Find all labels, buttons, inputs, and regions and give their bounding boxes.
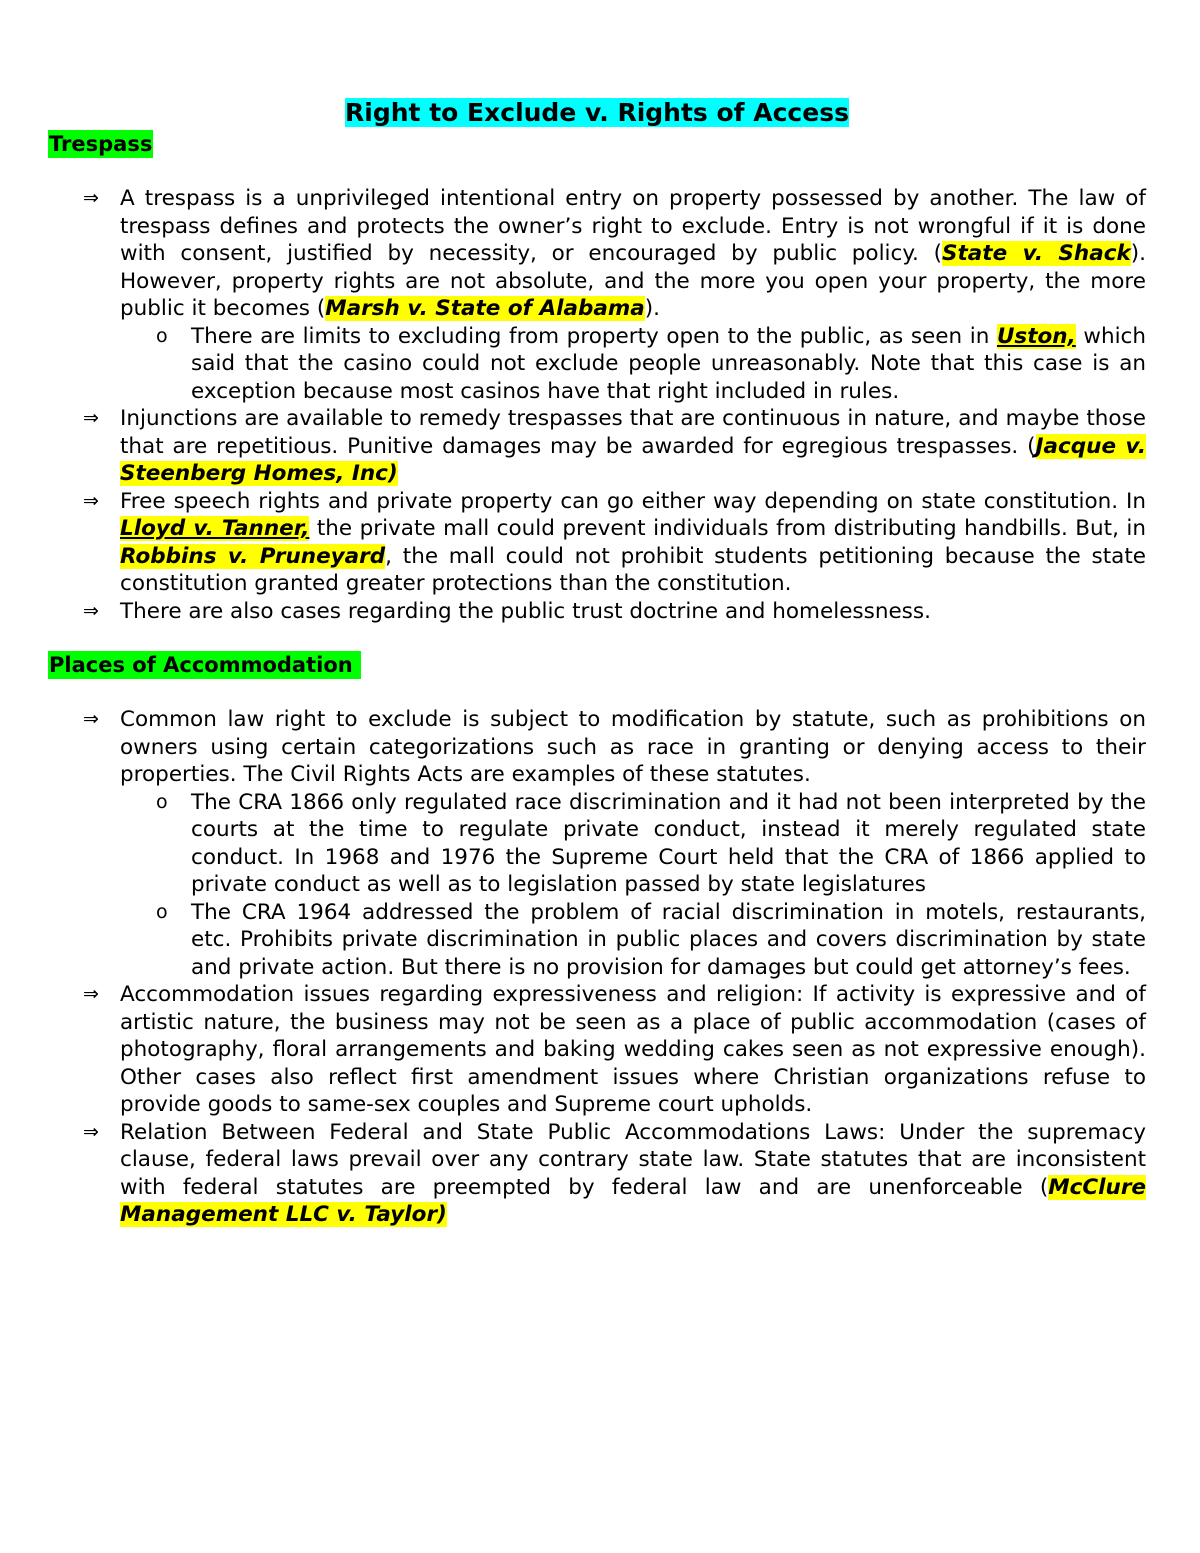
sub-list-item: o There are limits to excluding from property open to the public, as seen in Uston, which said that the casino could not exclude people unreasonably. Note that this case is an exception because most casinos have that right included in rules.	[156, 323, 1146, 404]
section-heading-text: Trespass	[49, 132, 153, 156]
document-page	[48, 96, 1146, 1229]
arrow-bullet-icon: ⇒	[83, 1120, 99, 1143]
arrow-bullet-icon: ⇒	[83, 983, 99, 1005]
section-heading-text: Places of Accommodation	[49, 653, 361, 677]
circle-bullet-icon: o	[156, 900, 168, 923]
document-title-text: Right to Exclude v. Rights of Access	[345, 98, 849, 127]
list-item: ⇒ Common law right to exclude is subject to modification by statute, such as prohibitions on owners using certain categorizations such as race in granting or denying access to their properties. The Civil Rights Acts are examples of these statutes. o The CRA 1866 only regulated race discrimination and it had not been interpreted by the courts at the time to regulate private conduct, instead it merely regulated state conduct. In 1968 and 1976 the Supreme Court held that the CRA of 1866 applied to private conduct as well as to legislation passed by state legislatures o The CRA 1964 addressed the problem of racial discrimination in motels, restaurants, etc. Prohibits private discrimination in public places and covers discrimination by state and private action. But there is no provision for damages but could get attorney’s fees.	[83, 707, 1146, 980]
list-item: ⇒ Accommodation issues regarding expressiveness and religion: If activity is expressive and of artistic nature, the business may not be seen as a place of public accommodation (cases of photography, floral arrangements and baking wedding cakes seen as not expressive enough). Other cases also reflect first amendment issues where Christian organizations refuse to provide goods to same-sex couples and Supreme court upholds.	[83, 982, 1146, 1117]
case-citation-mcclure: McClure Management LLC v. Taylor)	[120, 1174, 1146, 1227]
document-title	[48, 96, 1146, 130]
trespass-bullet-list	[48, 185, 1146, 625]
list-item: ⇒ A trespass is a unprivileged intentional entry on property possessed by another. The law of trespass defines and protects the owner’s right to exclude. Entry is not wrongful if it is done with consent, justified by necessity, or encouraged by public policy. (State v. Shack). However, property rights are not absolute, and the more you open your property, the more public it becomes (Marsh v. State of Alabama). o There are limits to excluding from property open to the public, as seen in Uston, which said that the casino could not exclude people unreasonably. Note that this case is an exception because most casinos have that right included in rules.	[83, 186, 1146, 404]
section-heading-places-of-accommodation	[48, 651, 1146, 679]
arrow-bullet-icon: ⇒	[83, 489, 99, 512]
case-citation-state-v-shack: State v. Shack	[942, 241, 1131, 266]
circle-bullet-icon: o	[156, 790, 168, 813]
list-item: ⇒ Free speech rights and private property can go either way depending on state constitution. In Lloyd v. Tanner, the private mall could prevent individuals from distributing handbills. But, in Robbins v. Pruneyard, the mall could not prohibit students petitioning because the state constitution granted greater protections than the constitution.	[83, 488, 1146, 596]
accommodation-bullet-list	[48, 706, 1146, 1229]
sub-bullet-list	[120, 789, 1146, 982]
arrow-bullet-icon: ⇒	[83, 407, 99, 429]
list-item: ⇒ Injunctions are available to remedy trespasses that are continuous in nature, and maybe those that are repetitious. Punitive damages may be awarded for egregious trespasses. (Jacque v. Steenberg Homes, Inc)	[83, 406, 1146, 486]
sub-list-item: o The CRA 1866 only regulated race discrimination and it had not been interpreted by the courts at the time to regulate private conduct, instead it merely regulated state conduct. In 1968 and 1976 the Supreme Court held that the CRA of 1866 applied to private conduct as well as to legislation passed by state legislatures	[156, 789, 1146, 897]
case-citation-jacque: Jacque v. Steenberg Homes, Inc)	[120, 433, 1146, 486]
case-citation-lloyd-v-tanner: Lloyd v. Tanner,	[120, 516, 310, 541]
sub-list-item: o The CRA 1964 addressed the problem of racial discrimination in motels, restaurants, etc. Prohibits private discrimination in public places and covers discrimination by state and private action. But there is no provision for damages but could get attorney’s fees.	[156, 899, 1146, 980]
case-citation-marsh-v-alabama: Marsh v. State of Alabama	[325, 296, 645, 321]
arrow-bullet-icon: ⇒	[83, 599, 99, 622]
arrow-bullet-icon: ⇒	[83, 708, 99, 730]
arrow-bullet-icon: ⇒	[83, 187, 99, 209]
sub-bullet-list	[120, 323, 1146, 406]
list-item: ⇒ Relation Between Federal and State Public Accommodations Laws: Under the supremacy clause, federal laws prevail over any contrary state law. State statutes that are inconsistent with federal statutes are preempted by federal law and are unenforceable (McClure Management LLC v. Taylor)	[83, 1119, 1146, 1227]
case-citation-uston: Uston,	[996, 323, 1076, 349]
circle-bullet-icon: o	[156, 324, 168, 347]
case-citation-robbins-v-pruneyard: Robbins v. Pruneyard	[120, 543, 386, 569]
section-heading-trespass	[48, 130, 1146, 158]
list-item: ⇒ There are also cases regarding the public trust doctrine and homelessness.	[83, 598, 931, 624]
